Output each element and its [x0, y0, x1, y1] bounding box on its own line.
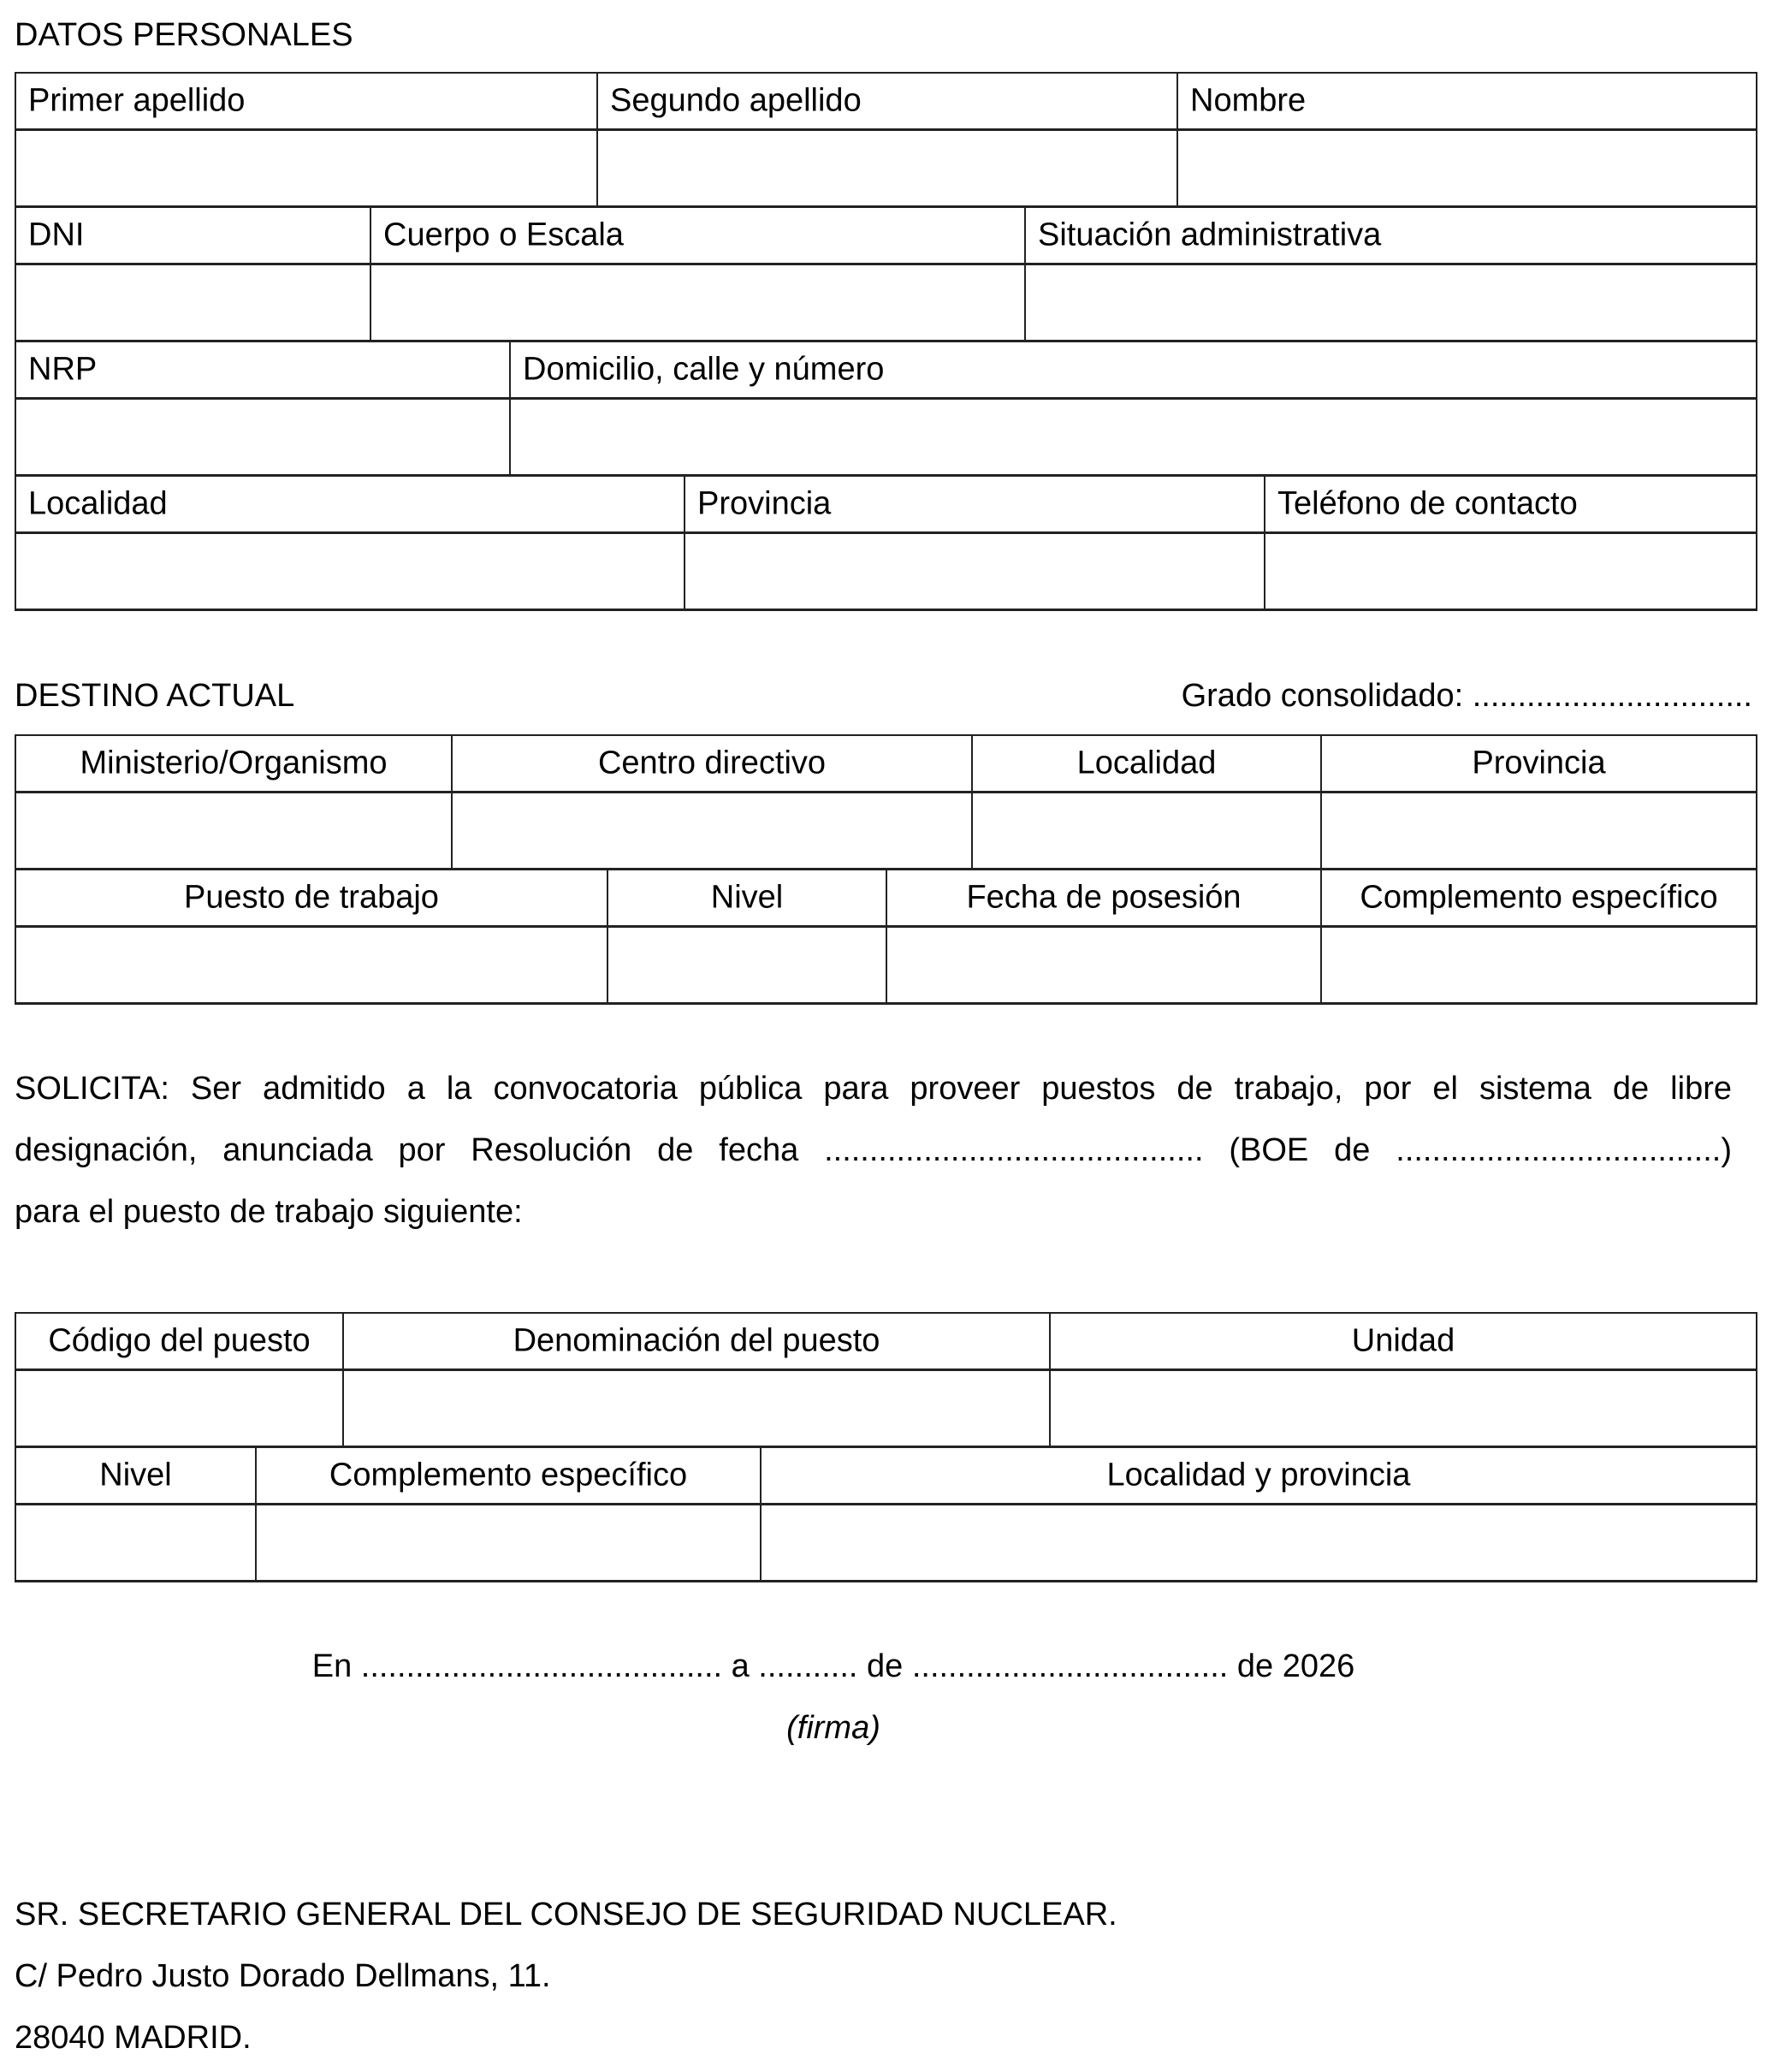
- label-text: Denominación del puesto: [513, 1322, 880, 1359]
- personal-row-2-fields: [15, 265, 1757, 342]
- label-localidad-destino: [971, 736, 1320, 791]
- label-complemento-especifico: [1320, 870, 1757, 925]
- current-row-1-fields: [15, 793, 1757, 870]
- requested-row-2-labels: [15, 1448, 1757, 1505]
- label-nivel-solicitado: [15, 1448, 255, 1503]
- nombre-field[interactable]: [1176, 131, 1757, 205]
- label-text: Provincia: [697, 485, 832, 522]
- personal-row-3-labels: [15, 342, 1757, 400]
- localidad-destino-field[interactable]: [971, 793, 1320, 868]
- label-denominacion-puesto: [342, 1314, 1049, 1368]
- primer-apellido-field[interactable]: [15, 131, 596, 205]
- localidad-provincia-field[interactable]: [760, 1505, 1757, 1580]
- cuerpo-escala-field[interactable]: [370, 265, 1024, 340]
- complemento-especifico-field[interactable]: [1320, 928, 1757, 1002]
- ministerio-field[interactable]: [15, 793, 451, 868]
- label-text: Nivel: [99, 1457, 172, 1493]
- label-nivel: [607, 870, 886, 925]
- label-text: Complemento específico: [329, 1457, 688, 1493]
- label-ministerio: [15, 736, 451, 791]
- date-line[interactable]: En ........................................ a ........... de ................................... de 2026: [311, 1648, 1355, 1684]
- puesto-trabajo-field[interactable]: [15, 928, 607, 1002]
- label-text: Código del puesto: [48, 1322, 311, 1359]
- provincia-destino-field[interactable]: [1320, 793, 1757, 868]
- current-row-1-labels: [15, 736, 1757, 793]
- label-text: Domicilio, calle y número: [523, 351, 885, 388]
- label-text: Segundo apellido: [610, 82, 862, 119]
- label-nrp: [15, 342, 509, 397]
- personal-row-4-fields: [15, 534, 1757, 611]
- label-centro-directivo: [451, 736, 971, 791]
- label-localidad-provincia: [760, 1448, 1757, 1503]
- label-text: Nivel: [710, 879, 784, 916]
- requested-row-1-fields: [15, 1371, 1757, 1448]
- label-provincia-destino: [1320, 736, 1757, 791]
- label-unidad: [1049, 1314, 1757, 1368]
- request-line-1: SOLICITA: Ser admitido a la convocatoria pública para proveer puestos de trabajo, por el sistema de libre: [15, 1071, 1732, 1107]
- unidad-field[interactable]: [1049, 1371, 1757, 1446]
- section-title-personal-data: DATOS PERSONALES: [15, 17, 353, 53]
- requested-row-2-fields: [15, 1505, 1757, 1582]
- nivel-solicitado-field[interactable]: [15, 1505, 255, 1580]
- request-line-3: para el puesto de trabajo siguiente:: [15, 1194, 523, 1230]
- label-text: Situación administrativa: [1038, 217, 1382, 253]
- nivel-field[interactable]: [607, 928, 886, 1002]
- label-telefono: [1264, 477, 1757, 531]
- label-fecha-posesion: [886, 870, 1320, 925]
- label-text: Nombre: [1190, 82, 1307, 119]
- personal-row-1-labels: [15, 74, 1757, 131]
- label-text: Cuerpo o Escala: [383, 217, 624, 253]
- label-text: Unidad: [1351, 1322, 1455, 1359]
- addressee-line-1: SR. SECRETARIO GENERAL DEL CONSEJO DE SEGURIDAD NUCLEAR.: [15, 1897, 1117, 1932]
- complemento-solicitado-field[interactable]: [255, 1505, 760, 1580]
- label-puesto-trabajo: [15, 870, 607, 925]
- requested-post-table: [15, 1312, 1757, 1582]
- current-row-2-labels: [15, 870, 1757, 928]
- label-text: NRP: [28, 351, 98, 388]
- label-segundo-apellido: [596, 74, 1176, 128]
- personal-row-3-fields: [15, 400, 1757, 477]
- label-primer-apellido: [15, 74, 596, 128]
- addressee-line-3: 28040 MADRID.: [15, 2020, 252, 2056]
- current-post-table: [15, 734, 1757, 1005]
- section-title-current-post: DESTINO ACTUAL: [15, 678, 295, 714]
- label-text: Primer apellido: [28, 82, 246, 119]
- request-paragraph: [15, 1058, 1732, 1243]
- label-text: Complemento específico: [1360, 879, 1718, 916]
- personal-row-1-fields: [15, 131, 1757, 208]
- label-text: DNI: [28, 217, 85, 253]
- label-localidad: [15, 477, 684, 531]
- denominacion-puesto-field[interactable]: [342, 1371, 1049, 1446]
- label-text: Localidad: [28, 485, 168, 522]
- domicilio-field[interactable]: [509, 400, 1757, 474]
- label-situacion-administrativa: [1024, 208, 1757, 263]
- label-text: Puesto de trabajo: [184, 879, 439, 916]
- nrp-field[interactable]: [15, 400, 509, 474]
- label-text: Centro directivo: [597, 745, 827, 781]
- label-domicilio: [509, 342, 1757, 397]
- situacion-administrativa-field[interactable]: [1024, 265, 1757, 340]
- personal-row-4-labels: [15, 477, 1757, 534]
- provincia-field[interactable]: [684, 534, 1264, 609]
- fecha-posesion-field[interactable]: [886, 928, 1320, 1002]
- localidad-field[interactable]: [15, 534, 684, 609]
- label-text: Localidad: [1076, 745, 1217, 781]
- requested-row-1-labels: [15, 1314, 1757, 1371]
- signature-label: (firma): [786, 1710, 880, 1746]
- label-nombre: [1176, 74, 1757, 128]
- label-codigo-puesto: [15, 1314, 342, 1368]
- current-row-2-fields: [15, 928, 1757, 1005]
- personal-data-table: [15, 72, 1757, 611]
- codigo-puesto-field[interactable]: [15, 1371, 342, 1446]
- label-text: Localidad y provincia: [1106, 1457, 1411, 1493]
- label-cuerpo-escala: [370, 208, 1024, 263]
- label-text: Teléfono de contacto: [1277, 485, 1578, 522]
- request-line-2: designación, anunciada por Resolución de fecha .......................................... (BOE de ....................................): [15, 1132, 1732, 1168]
- label-provincia: [684, 477, 1264, 531]
- centro-directivo-field[interactable]: [451, 793, 971, 868]
- label-dni: [15, 208, 370, 263]
- grado-consolidado-field[interactable]: Grado consolidado: ...............................: [1181, 678, 1752, 714]
- label-text: Ministerio/Organismo: [80, 745, 388, 781]
- personal-row-2-labels: [15, 208, 1757, 265]
- label-text: Provincia: [1472, 745, 1606, 781]
- segundo-apellido-field[interactable]: [596, 131, 1176, 205]
- dni-field[interactable]: [15, 265, 370, 340]
- telefono-field[interactable]: [1264, 534, 1757, 609]
- addressee-line-2: C/ Pedro Justo Dorado Dellmans, 11.: [15, 1958, 551, 1994]
- label-text: Fecha de posesión: [966, 879, 1242, 916]
- label-complemento-solicitado: [255, 1448, 760, 1503]
